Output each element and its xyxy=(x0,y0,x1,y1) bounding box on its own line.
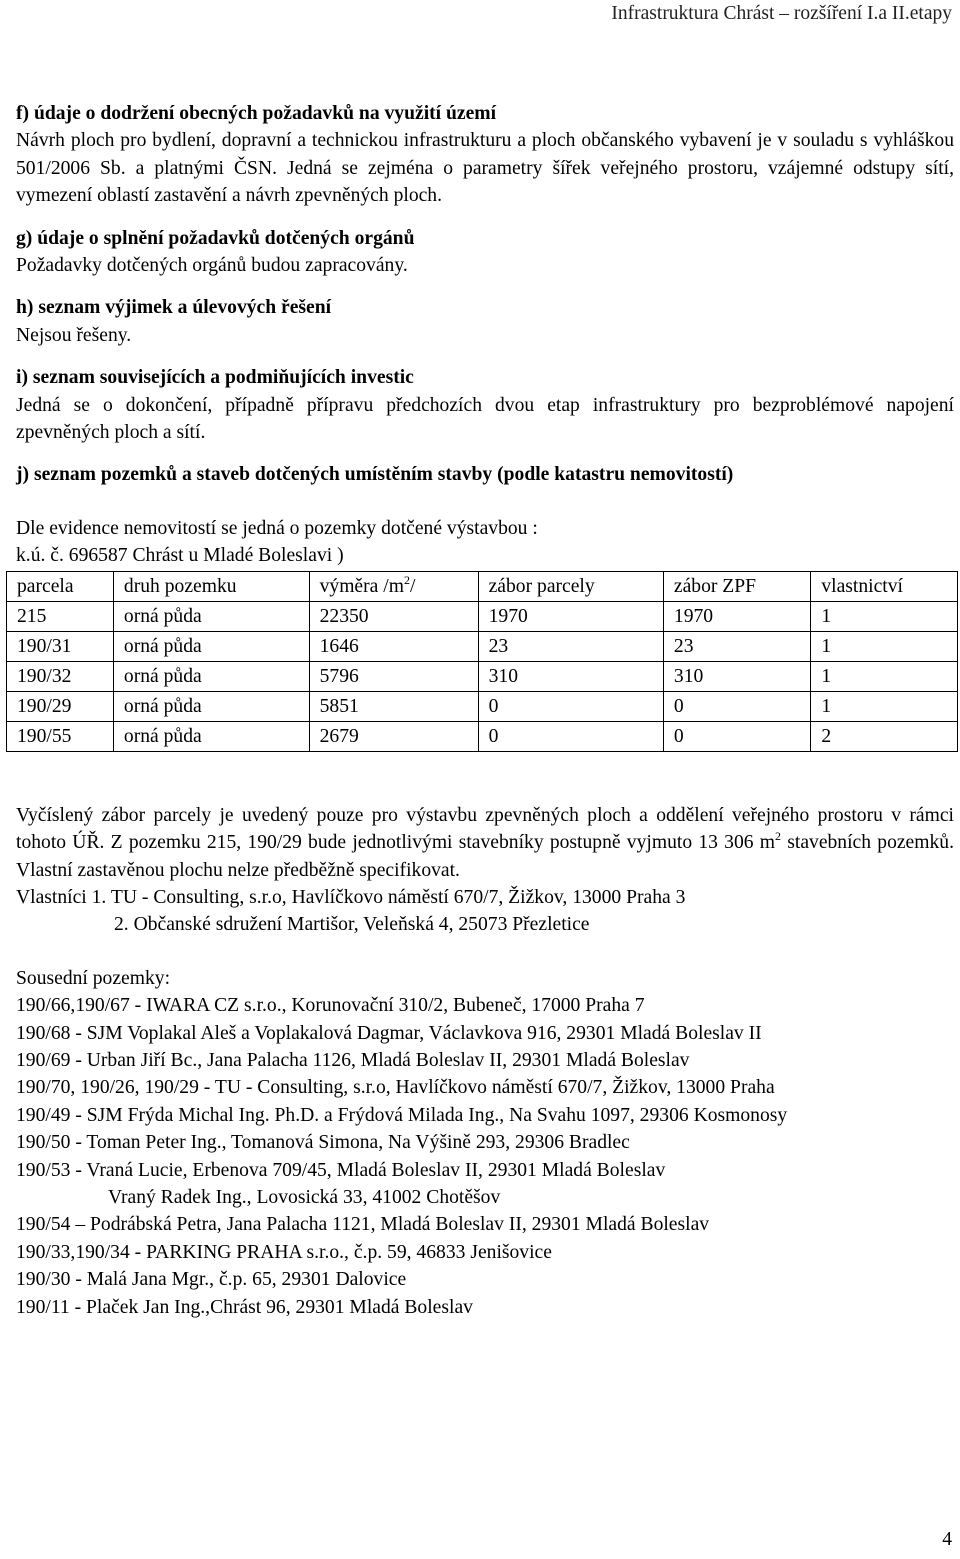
list-item: 190/70, 190/26, 190/29 - TU - Consulting, s.r.o, Havlíčkovo náměstí 670/7, Žižkov, 13000 Praha xyxy=(16,1077,775,1099)
cell-land-type: orná půda xyxy=(113,691,309,721)
cell-parcel: 190/29 xyxy=(7,691,114,721)
cell-area: 2679 xyxy=(309,721,478,751)
list-item-indented: Vraný Radek Ing., Lovosická 33, 41002 Chotěšov xyxy=(108,1186,501,1208)
section-j-title: j) seznam pozemků a staveb dotčených umístěním stavby (podle katastru nemovitostí) xyxy=(16,464,734,486)
section-g-title: g) údaje o splnění požadavků dotčených orgánů xyxy=(16,227,415,249)
section-i-title: i) seznam souvisejících a podmiňujících investic xyxy=(16,367,414,389)
cell-ownership: 1 xyxy=(811,601,958,631)
table-header-row xyxy=(7,571,958,601)
cell-land-type: orná půda xyxy=(113,721,309,751)
cell-parcel-take: 310 xyxy=(478,661,663,691)
cell-parcel: 190/31 xyxy=(7,631,114,661)
cell-area: 5851 xyxy=(309,691,478,721)
parcels-table xyxy=(6,571,958,752)
cell-zpf-take: 310 xyxy=(663,661,810,691)
cell-ownership: 2 xyxy=(811,721,958,751)
cell-ownership: 1 xyxy=(811,661,958,691)
list-item: 190/11 - Plaček Jan Ing.,Chrást 96, 29301 Mladá Boleslav xyxy=(16,1296,473,1318)
list-item: 190/49 - SJM Frýda Michal Ing. Ph.D. a Frýdová Milada Ing., Na Svahu 1097, 29306 Kosmonosy xyxy=(16,1104,788,1126)
cell-zpf-take: 0 xyxy=(663,691,810,721)
section-f-title: f) údaje o dodržení obecných požadavků na využití území xyxy=(16,103,497,124)
cell-ownership: 1 xyxy=(811,691,958,721)
cell-parcel-take: 0 xyxy=(478,721,663,751)
neighbors-title: Sousední pozemky: xyxy=(16,967,171,989)
list-item: 190/50 - Toman Peter Ing., Tomanová Simona, Na Výšině 293, 29306 Bradlec xyxy=(16,1132,630,1154)
take-summary: Vyčíslený zábor parcely je uvedený pouze pro výstavbu zpevněných ploch a oddělení veřejného prostoru v rámci tohoto ÚŘ. Z pozemku 215, 190/29 bude jednotlivými stavebníky postupně vyjmuto 13 306 $m^2$ stavebních pozemků. Vlastní zastavěnou plochu nelze předběžně specifikovat. xyxy=(16,804,954,881)
owners-block xyxy=(16,884,954,939)
list-item: 190/30 - Malá Jana Mgr., č.p. 65, 29301 Dalovice xyxy=(16,1269,407,1291)
cell-parcel: 190/55 xyxy=(7,721,114,751)
cell-land-type: orná půda xyxy=(113,601,309,631)
cell-parcel-take: 1970 xyxy=(478,601,663,631)
cadastral-area: k.ú. č. 696587 Chrást u Mladé Boleslavi ) xyxy=(16,545,344,567)
owner-2: 2. Občanské sdružení Martišor, Veleňská 4, 25073 Přezletice xyxy=(114,914,590,936)
section-f-text: Návrh ploch pro bydlení, dopravní a technickou infrastrukturu a ploch občanského vybavení je v souladu s vyhláškou 501/2006 Sb. a platnými ČSN. Jedná se zejména o parametry šířek veřejného prostoru, vzájemné odstupy sítí, vymezení oblastí zastavění a návrh zpevněných ploch. xyxy=(16,130,954,207)
col-header-area: výměra $/m^2/$ xyxy=(309,571,478,601)
cell-parcel: 190/32 xyxy=(7,661,114,691)
cell-zpf-take: 0 xyxy=(663,721,810,751)
cell-land-type: orná půda xyxy=(113,631,309,661)
cell-parcel: 215 xyxy=(7,601,114,631)
running-header: Infrastruktura Chrást – rozšíření I.a II.etapy xyxy=(611,3,952,24)
section-g-text: Požadavky dotčených orgánů budou zapracovány. xyxy=(16,255,408,277)
cell-area: 22350 xyxy=(309,601,478,631)
cell-zpf-take: 1970 xyxy=(663,601,810,631)
col-header-ownership: vlastnictví xyxy=(811,571,958,601)
section-h-title: h) seznam výjimek a úlevových řešení xyxy=(16,297,332,319)
cell-ownership: 1 xyxy=(811,631,958,661)
col-header-zpf-take: zábor ZPF xyxy=(663,571,810,601)
neighbors-list xyxy=(16,992,954,1321)
table-row xyxy=(7,661,958,691)
table-row xyxy=(7,691,958,721)
cell-parcel-take: 0 xyxy=(478,691,663,721)
list-item: 190/68 - SJM Voplakal Aleš a Voplakalová Dagmar, Václavkova 916, 29301 Mladá Boleslav II xyxy=(16,1022,762,1044)
table-row xyxy=(7,631,958,661)
col-header-land-type: druh pozemku xyxy=(113,571,309,601)
section-h-text: Nejsou řešeny. xyxy=(16,324,132,346)
cell-zpf-take: 23 xyxy=(663,631,810,661)
cell-area: 1646 xyxy=(309,631,478,661)
table-row xyxy=(7,721,958,751)
owner-1: Vlastníci 1. TU - Consulting, s.r.o, Havlíčkovo náměstí 670/7, Žižkov, 13000 Praha 3 xyxy=(16,886,686,908)
col-header-parcel: parcela xyxy=(7,571,114,601)
section-j-intro: Dle evidence nemovitostí se jedná o pozemky dotčené výstavbou : xyxy=(16,517,538,539)
table-row xyxy=(7,601,958,631)
document-body xyxy=(16,100,954,1321)
list-item: 190/33,190/34 - PARKING PRAHA s.r.o., č.p. 59, 46833 Jenišovice xyxy=(16,1241,552,1263)
col-header-parcel-take: zábor parcely xyxy=(478,571,663,601)
list-item: 190/66,190/67 - IWARA CZ s.r.o., Korunovační 310/2, Bubeneč, 17000 Praha 7 xyxy=(16,995,645,1017)
section-i-text: Jedná se o dokončení, případně přípravu předchozích dvou etap infrastruktury pro bezproblémové napojení zpevněných ploch a sítí. xyxy=(16,394,954,444)
list-item: 190/53 - Vraná Lucie, Erbenova 709/45, Mladá Boleslav II, 29301 Mladá Boleslav xyxy=(16,1159,666,1181)
cell-area: 5796 xyxy=(309,661,478,691)
list-item: 190/69 - Urban Jiří Bc., Jana Palacha 1126, Mladá Boleslav II, 29301 Mladá Boleslav xyxy=(16,1049,690,1071)
cell-parcel-take: 23 xyxy=(478,631,663,661)
list-item: 190/54 – Podrábská Petra, Jana Palacha 1121, Mladá Boleslav II, 29301 Mladá Boleslav xyxy=(16,1214,710,1236)
page-number: 4 xyxy=(942,1529,952,1550)
cell-land-type: orná půda xyxy=(113,661,309,691)
